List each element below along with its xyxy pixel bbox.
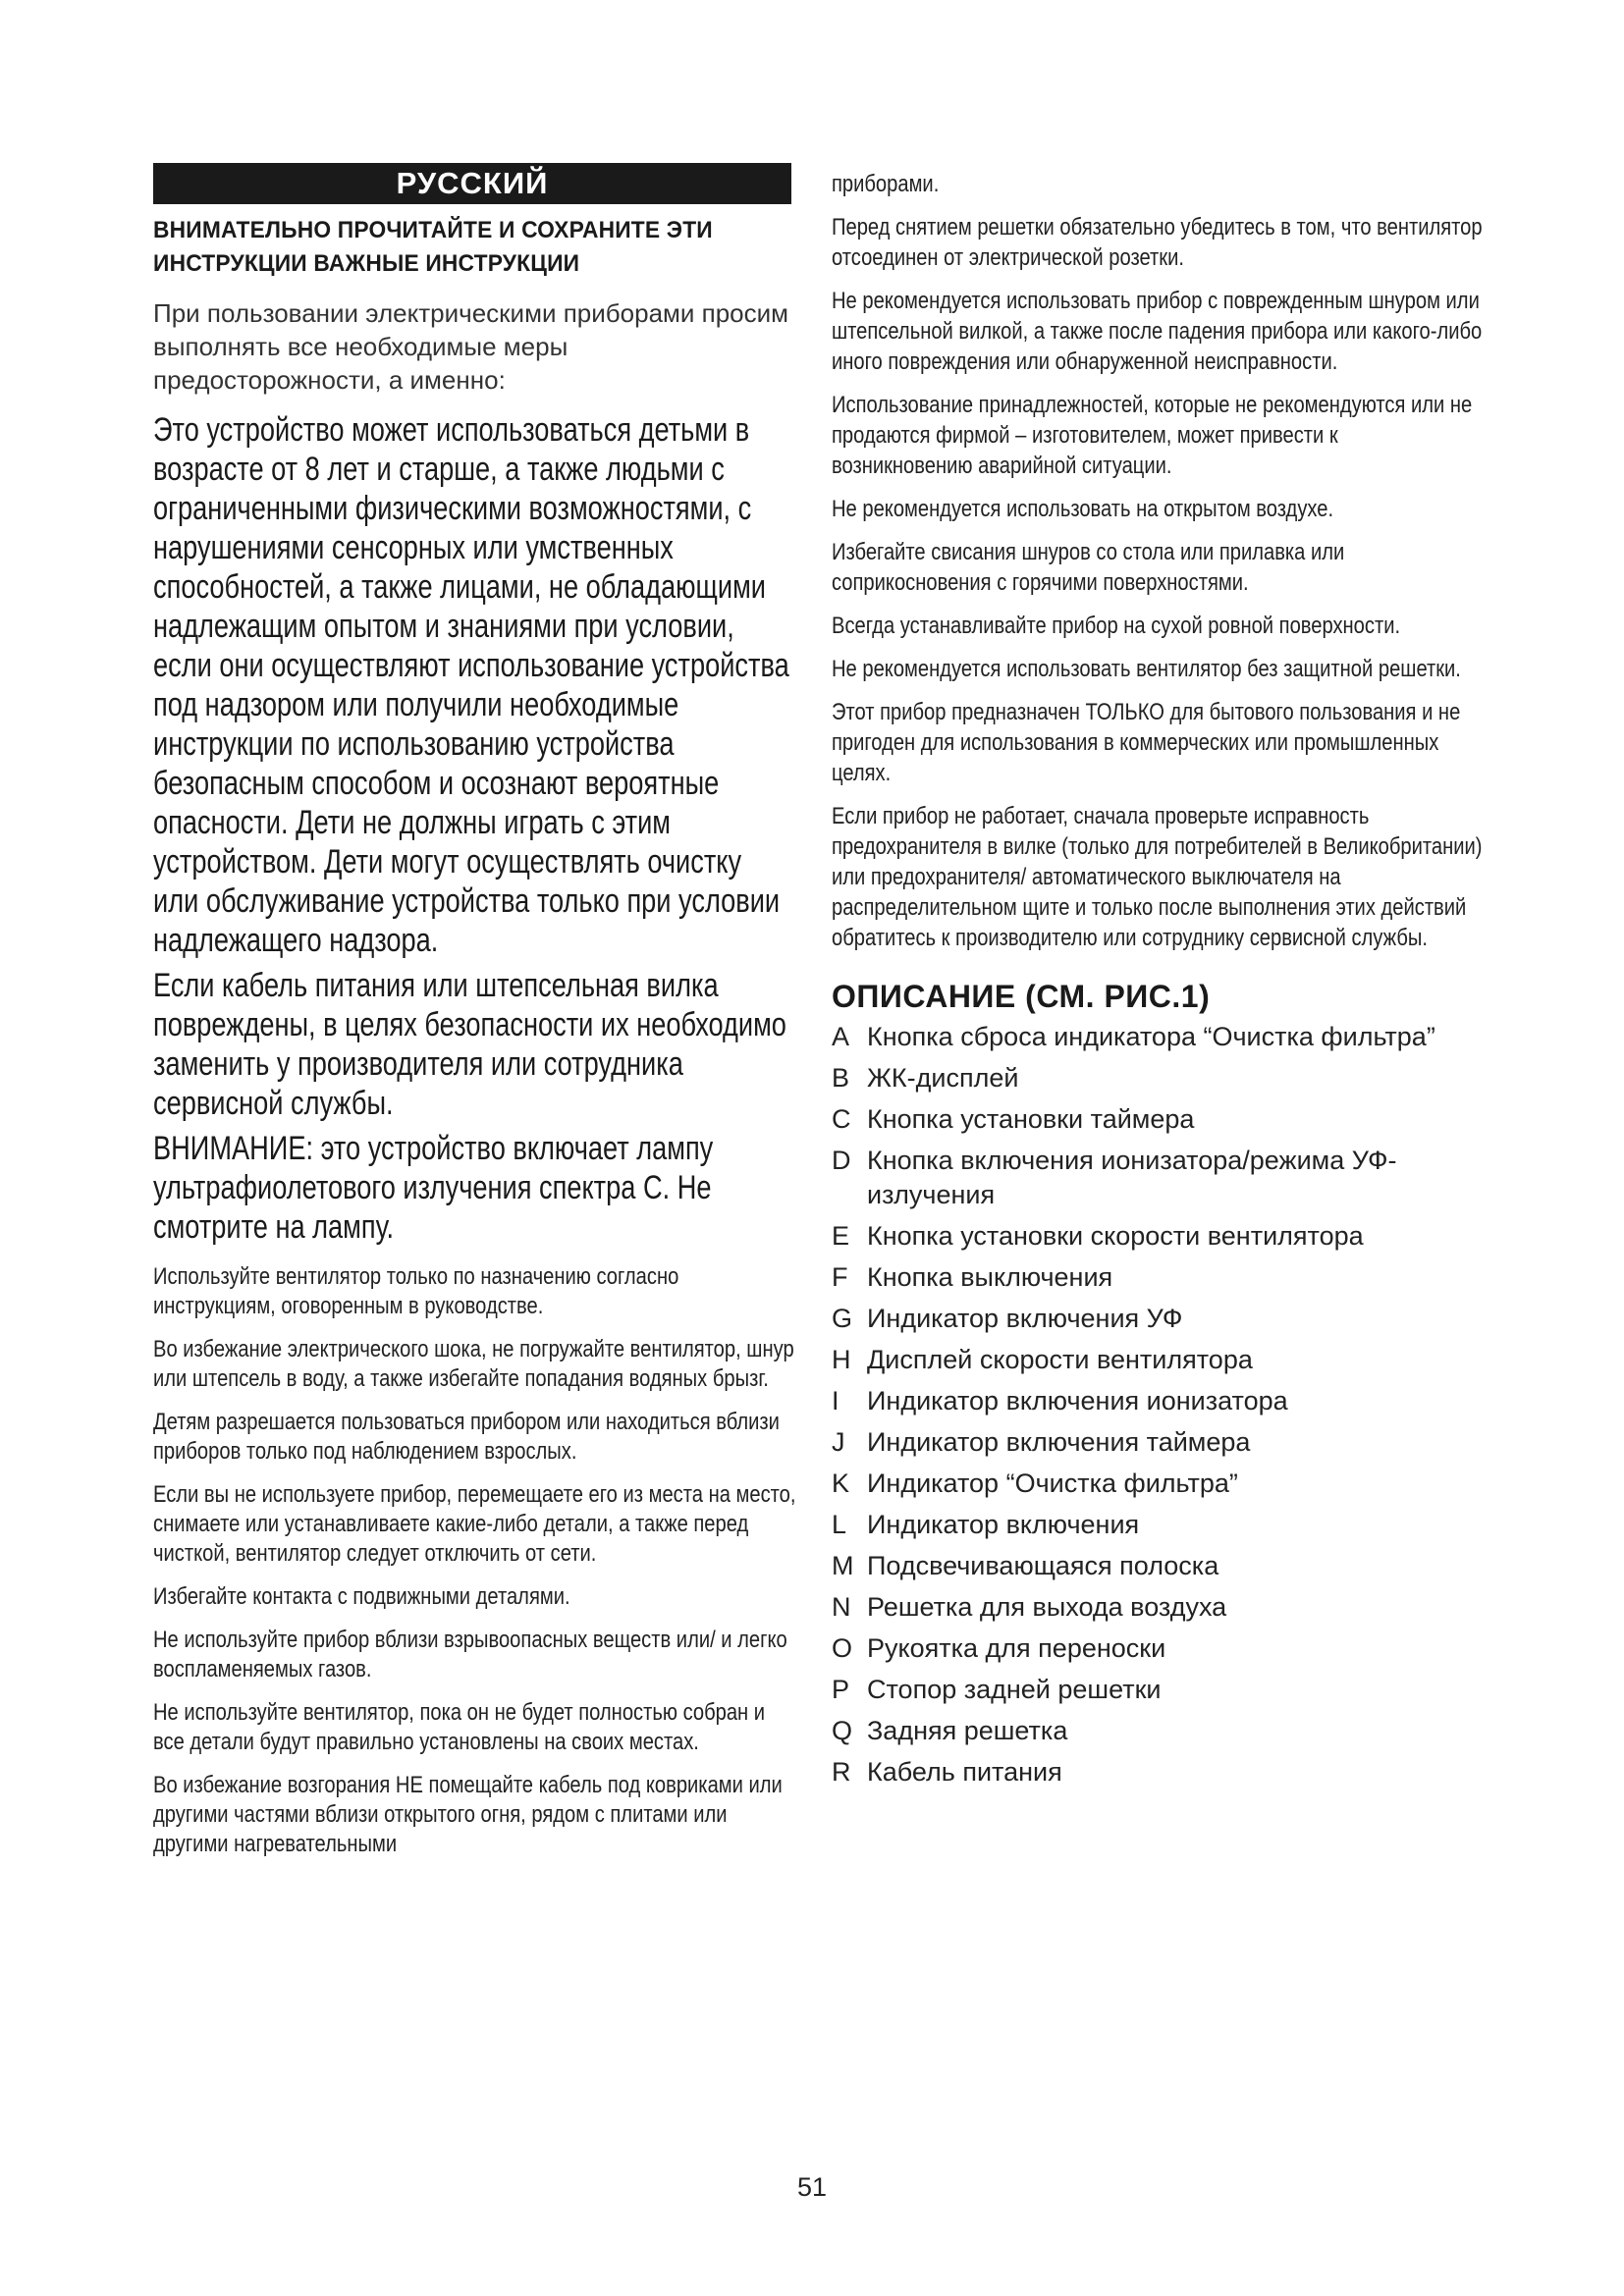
description-item-letter: J [832, 1427, 845, 1457]
description-item [832, 1260, 1489, 1295]
description-item-text: Кнопка включения ионизатора/режима УФ-излучения [867, 1146, 1397, 1209]
safety-paragraph: Не рекомендуется использовать прибор с поврежденным шнуром или штепсельной вилкой, а также после падения прибора или какого-либо иного повреждения или обнаруженной неисправности. [832, 288, 1483, 375]
description-item [832, 1144, 1489, 1212]
right-column [832, 169, 1489, 1796]
safety-paragraph: Не используйте прибор вблизи взрывоопасных веществ или/ и легко воспламеняемых газов. [153, 1627, 787, 1682]
intro-paragraph: При пользовании электрическими приборами просим выполнять все необходимые меры предосторожности, а именно: [153, 298, 789, 395]
description-item [832, 1020, 1489, 1054]
safety-paragraph: Если прибор не работает, сначала проверьте исправность предохранителя в вилке (только для потребителей в Великобритании) или предохранителя/ автоматического выключателя на распределительном щите и только после выполнения этих действий обратитесь к производителю или сотруднику сервисной службы. [832, 803, 1483, 951]
description-item-letter: G [832, 1304, 853, 1333]
safety-paragraph: Не рекомендуется использовать вентилятор без защитной решетки. [832, 656, 1461, 682]
safety-paragraph: Используйте вентилятор только по назначению согласно инструкциям, оговоренным в руководстве. [153, 1263, 679, 1319]
description-item-letter: E [832, 1221, 850, 1251]
description-item-text: Индикатор включения УФ [867, 1304, 1183, 1333]
description-item [832, 1467, 1489, 1501]
description-item-letter: D [832, 1146, 851, 1175]
description-item [832, 1549, 1489, 1583]
description-item-letter: Q [832, 1716, 853, 1745]
description-item [832, 1714, 1489, 1748]
description-item-letter: R [832, 1757, 851, 1787]
instructions-heading: ВНИМАТЕЛЬНО ПРОЧИТАЙТЕ И СОХРАНИТЕ ЭТИ ИНСТРУКЦИИ ВАЖНЫЕ ИНСТРУКЦИИ [153, 217, 713, 277]
description-item-letter: C [832, 1104, 851, 1134]
description-item [832, 1631, 1489, 1666]
warning-paragraph: ВНИМАНИЕ: это устройство включает лампу ультрафиолетового излучения спектра С. Не смотрите на лампу. [153, 1130, 714, 1246]
description-item-text: Дисплей скорости вентилятора [867, 1345, 1253, 1374]
description-item-letter: N [832, 1592, 851, 1622]
description-item-text: Индикатор включения ионизатора [867, 1386, 1288, 1415]
description-item-text: Кнопка выключения [867, 1262, 1113, 1292]
description-item-text: Задняя решетка [867, 1716, 1068, 1745]
safety-paragraph: Детям разрешается пользоваться прибором или находиться вблизи приборов только под наблюдением взрослых. [153, 1409, 780, 1465]
description-item [832, 1755, 1489, 1789]
safety-paragraph: Всегда устанавливайте прибор на сухой ровной поверхности. [832, 613, 1401, 639]
description-heading: ОПИСАНИЕ (СМ. РИС.1) [832, 979, 1211, 1014]
description-item-text: Подсвечивающаяся полоска [867, 1551, 1219, 1580]
description-item [832, 1673, 1489, 1707]
description-item-text: Индикатор “Очистка фильтра” [867, 1468, 1238, 1498]
safety-paragraph: Избегайте контакта с подвижными деталями. [153, 1583, 570, 1610]
safety-paragraph: приборами. [832, 171, 940, 197]
description-item [832, 1061, 1489, 1095]
safety-paragraph: Не используйте вентилятор, пока он не будет полностью собран и все детали будут правильно установлены на своих местах. [153, 1699, 766, 1755]
description-item-text: ЖК-дисплей [867, 1063, 1019, 1093]
safety-paragraph: Если вы не используете прибор, перемещаете его из места на место, снимаете или устанавливаете какие-либо детали, а также перед чисткой, вентилятор следует отключить от сети. [153, 1481, 796, 1567]
description-item [832, 1384, 1489, 1418]
description-item-text: Индикатор включения таймера [867, 1427, 1251, 1457]
safety-paragraph: Во избежание электрического шока, не погружайте вентилятор, шнур или штепсель в воду, а также избегайте попадания водяных брызг. [153, 1336, 794, 1392]
description-item-text: Кнопка установки таймера [867, 1104, 1195, 1134]
description-item-text: Индикатор включения [867, 1510, 1140, 1539]
safety-paragraph: Этот прибор предназначен ТОЛЬКО для бытового пользования и не пригоден для использования в коммерческих или промышленных целях. [832, 699, 1461, 786]
description-item-text: Кабель питания [867, 1757, 1062, 1787]
warning-paragraph: Это устройство может использоваться детьми в возрасте от 8 лет и старше, а также людьми с ограниченными физическими возможностями, с нарушениями сенсорных или умственных способностей, а также лицами, не обладающими надлежащим опытом и знаниями при условии, если они осуществляют использование устройства под надзором или получили необходимые инструкции по использованию устройства безопасным способом и осознают вероятные опасности. Дети не должны играть с этим устройством. Дети могут осуществлять очистку или обслуживание устройства только при условии надлежащего надзора. [153, 411, 789, 959]
safety-paragraph: Использование принадлежностей, которые не рекомендуются или не продаются фирмой – изготовителем, может привести к возникновению аварийной ситуации. [832, 392, 1473, 479]
language-banner: РУССКИЙ [153, 163, 791, 204]
description-item-letter: H [832, 1345, 851, 1374]
description-item-letter: L [832, 1510, 847, 1539]
description-item-text: Кнопка сброса индикатора “Очистка фильтра” [867, 1022, 1435, 1051]
description-item-letter: F [832, 1262, 848, 1292]
description-item-text: Стопор задней решетки [867, 1675, 1162, 1704]
description-item [832, 1343, 1489, 1377]
description-item-letter: B [832, 1063, 850, 1093]
description-item [832, 1508, 1489, 1542]
safety-paragraph: Не рекомендуется использовать на открытом воздухе. [832, 496, 1334, 522]
description-item-text: Решетка для выхода воздуха [867, 1592, 1227, 1622]
description-item-letter: P [832, 1675, 850, 1704]
description-item-letter: M [832, 1551, 854, 1580]
page-number: 51 [796, 2172, 828, 2202]
description-item-letter: K [832, 1468, 850, 1498]
description-item [832, 1590, 1489, 1625]
description-item [832, 1102, 1489, 1137]
safety-paragraph: Перед снятием решетки обязательно убедитесь в том, что вентилятор отсоединен от электрической розетки. [832, 214, 1483, 271]
warning-paragraph: Если кабель питания или штепсельная вилка повреждены, в целях безопасности их необходимо заменить у производителя или сотрудника сервисной службы. [153, 967, 786, 1122]
description-item-letter: I [832, 1386, 839, 1415]
safety-paragraph: Избегайте свисания шнуров со стола или прилавка или соприкосновения с горячими поверхностями. [832, 539, 1345, 596]
description-item [832, 1425, 1489, 1460]
description-item-text: Рукоятка для переноски [867, 1633, 1166, 1663]
safety-paragraph: Во избежание возгорания НЕ помещайте кабель под ковриками или другими частями вблизи открытого огня, рядом с плитами или другими нагревательными [153, 1772, 783, 1857]
description-item [832, 1219, 1489, 1254]
description-item-text: Кнопка установки скорости вентилятора [867, 1221, 1364, 1251]
description-list [832, 1020, 1489, 1789]
left-column [153, 163, 796, 1873]
description-item [832, 1302, 1489, 1336]
description-item-letter: O [832, 1633, 853, 1663]
description-item-letter: A [832, 1022, 850, 1051]
